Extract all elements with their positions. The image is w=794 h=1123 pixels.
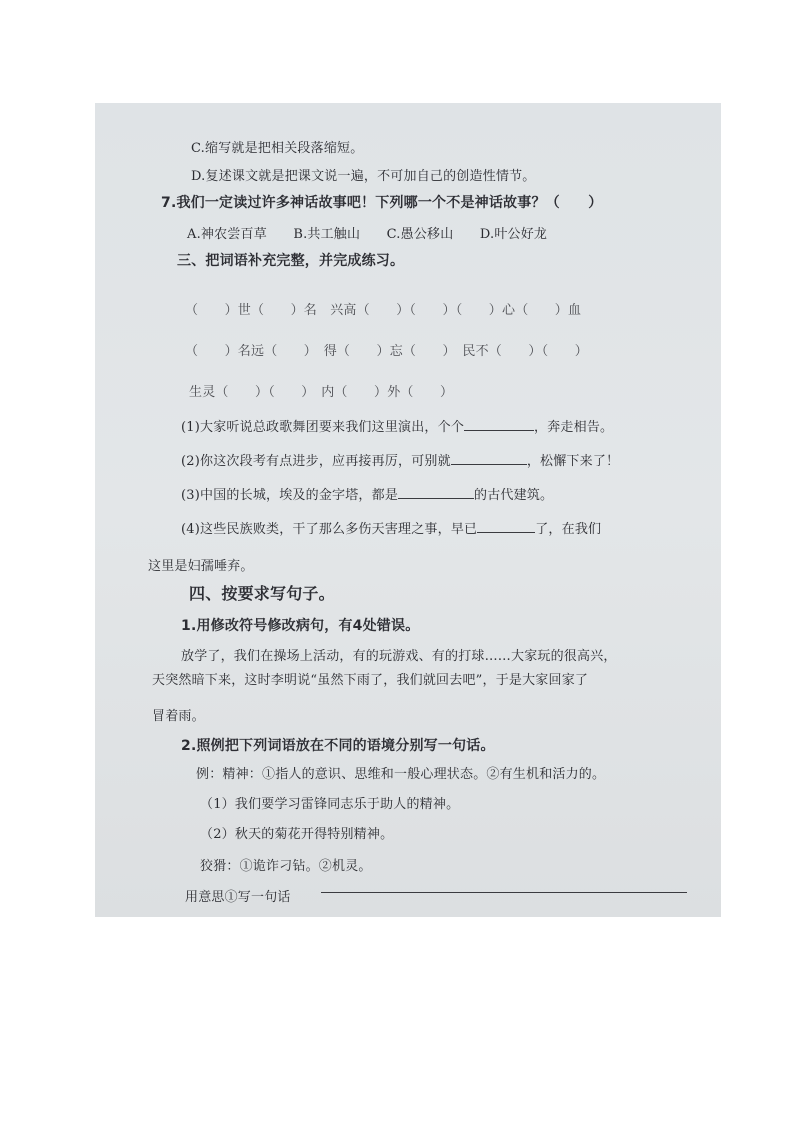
exercise-3-blank [398, 486, 474, 499]
exercise-3-before: (3)中国的长城，埃及的金字塔，都是 [181, 488, 399, 503]
question-7-options: A.神农尝百草 B.共工触山 C.愚公移山 D.叶公好龙 [187, 227, 548, 242]
option-d-text: D.复述课文就是把课文说一遍，不可加自己的创造性情节。 [191, 169, 536, 184]
example-definition: 例：精神：①指人的意识、思维和一般心理状态。②有生机和活力的。 [196, 767, 606, 782]
exercise-3 [181, 484, 553, 503]
question-7-text: 7.我们一定读过许多神话故事吧！下列哪一个不是神话故事？（ ） [161, 195, 603, 211]
exercise-4-continuation: 这里是妇孺唾弃。 [148, 559, 254, 574]
exercise-4-blank [477, 520, 535, 533]
task-1-heading: 1.用修改符号修改病句，有4处错误。 [181, 618, 420, 634]
example-sentence-2: （2）秋天的菊花开得特别精神。 [200, 827, 394, 842]
exercise-1-after: ，奔走相告。 [534, 420, 614, 435]
write-sentence-answer-line [321, 892, 687, 893]
exercise-2-after: ，松懈下来了！ [526, 454, 620, 469]
word-fill-row-1: （ ）世（ ）名 兴高（ ）（ ）（ ）心（ ）血 [185, 303, 582, 318]
exercise-2 [181, 450, 619, 469]
target-word-definition: 狡猾：①诡诈刁钻。②机灵。 [200, 859, 372, 874]
scanned-worksheet-photo [95, 103, 721, 917]
exercise-4-after: 了，在我们 [535, 522, 602, 537]
exercise-4 [181, 518, 601, 537]
faulty-sentence-line-1: 放学了，我们在操场上活动，有的玩游戏、有的打球……大家玩的很高兴， [181, 649, 617, 664]
exercise-1 [181, 416, 613, 435]
option-c-text: C.缩写就是把相关段落缩短。 [191, 141, 364, 156]
exercise-2-before: (2)你这次段考有点进步，应再接再厉，可别就 [181, 454, 451, 469]
exercise-1-before: (1)大家听说总政歌舞团要来我们这里演出，个个 [181, 420, 465, 435]
exercise-1-blank [464, 418, 534, 431]
section-3-heading: 三、把词语补充完整，并完成练习。 [177, 253, 405, 269]
faulty-sentence-line-3: 冒着雨。 [152, 709, 205, 724]
section-4-heading: 四、按要求写句子。 [189, 584, 335, 603]
word-fill-row-2: （ ）名远（ ） 得（ ）忘（ ） 民不（ ）（ ） [185, 344, 588, 359]
task-2-heading: 2.照例把下列词语放在不同的语境分别写一句话。 [181, 738, 495, 754]
write-sentence-prompt: 用意思①写一句话 [185, 890, 291, 905]
faulty-sentence-line-2: 天突然暗下来，这时李明说“虽然下雨了，我们就回去吧”，于是大家回家了 [152, 673, 589, 688]
word-fill-row-3: 生灵（ ）（ ） 内（ ）外（ ） [189, 385, 454, 400]
example-sentence-1: （1）我们要学习雷锋同志乐于助人的精神。 [200, 797, 460, 812]
exercise-2-blank [451, 452, 527, 465]
exercise-4-before: (4)这些民族败类，干了那么多伤天害理之事，早已 [181, 522, 478, 537]
exercise-3-after: 的古代建筑。 [474, 488, 554, 503]
